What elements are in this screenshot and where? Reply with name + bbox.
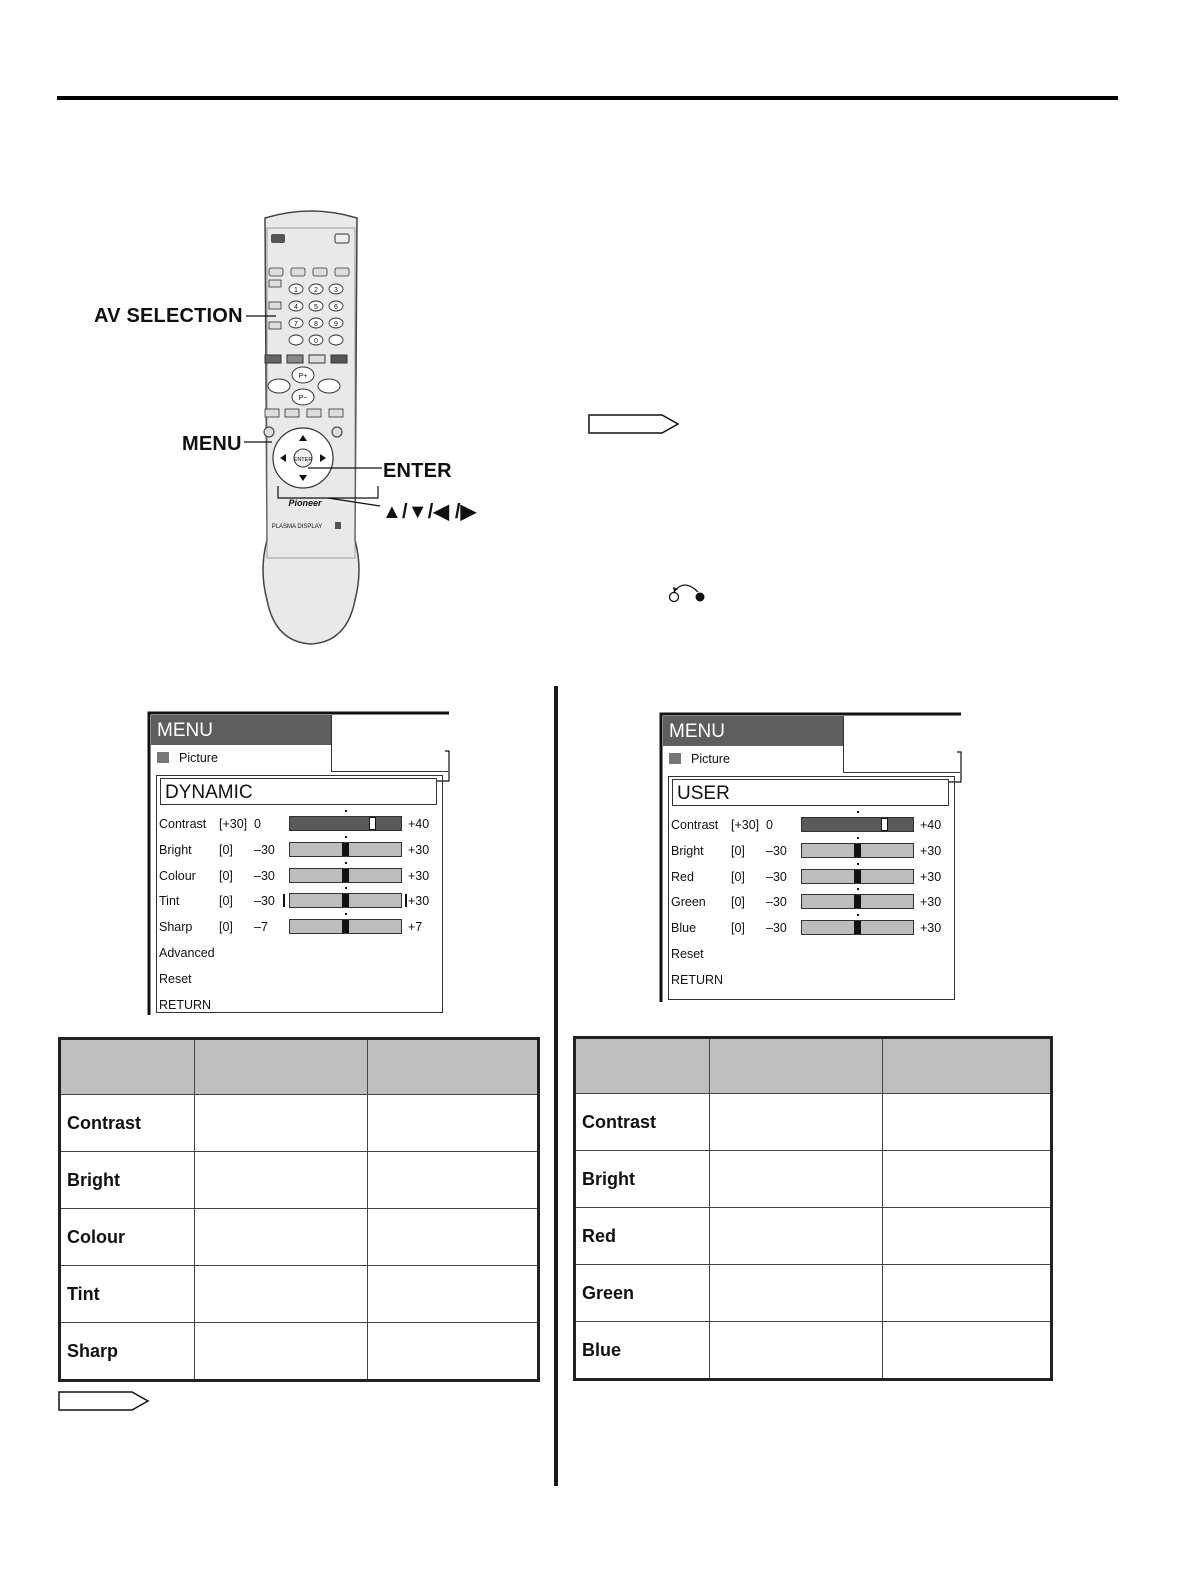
- osd-row-label: Green: [671, 895, 706, 910]
- osd-row-blue[interactable]: [671, 919, 951, 937]
- osd-row-label: Sharp: [159, 920, 193, 935]
- table-cell: [368, 1152, 539, 1209]
- osd-left-corner: [331, 715, 448, 772]
- table-cell: [368, 1323, 539, 1381]
- osd-right-title: MENU: [663, 716, 843, 746]
- table-left-header-cell: [60, 1039, 195, 1095]
- return-icon: [668, 580, 708, 604]
- osd-row-max: +30: [920, 895, 942, 910]
- osd-row-tint[interactable]: [159, 892, 439, 910]
- table-cell: [710, 1094, 883, 1151]
- table-row: [575, 1322, 1052, 1380]
- osd-slider-center-dot: [857, 811, 859, 813]
- table-cell: [195, 1266, 368, 1323]
- svg-text:9: 9: [334, 321, 338, 328]
- table-cell: [710, 1322, 883, 1380]
- osd-row-value: [0]: [219, 894, 233, 909]
- table-row: [60, 1152, 539, 1209]
- osd-row-max: +30: [408, 868, 430, 883]
- table-cell: [883, 1151, 1052, 1208]
- callout-menu: MENU: [182, 433, 242, 455]
- table-cell: [195, 1209, 368, 1266]
- osd-row-label: Colour: [159, 868, 196, 883]
- table-row-label: Red: [575, 1208, 710, 1265]
- table-cell: [883, 1265, 1052, 1322]
- osd-row-min: –30: [766, 869, 787, 884]
- osd-row-red[interactable]: [671, 868, 951, 886]
- osd-slider[interactable]: [289, 919, 402, 934]
- osd-row-max: +40: [920, 818, 942, 832]
- osd-slider-center-dot: [345, 862, 347, 864]
- osd-row-value: [0]: [731, 869, 745, 884]
- table-row-label: Sharp: [60, 1323, 195, 1381]
- table-row-label: Contrast: [60, 1095, 195, 1152]
- table-cell: [195, 1152, 368, 1209]
- osd-slider-thumb[interactable]: [854, 870, 861, 883]
- osd-right: [661, 714, 961, 1002]
- osd-row-value: [0]: [219, 842, 233, 857]
- osd-row-min: –30: [254, 868, 275, 883]
- table-row-label: Green: [575, 1265, 710, 1322]
- svg-text:8: 8: [314, 321, 318, 328]
- osd-row-max: +30: [920, 921, 942, 936]
- svg-text:Pioneer: Pioneer: [288, 498, 322, 508]
- osd-row-bright[interactable]: [671, 842, 951, 860]
- table-right-header-cell: [575, 1038, 710, 1094]
- osd-slider[interactable]: [801, 817, 914, 832]
- osd-right-submenu: [669, 752, 730, 766]
- tint-marker: [405, 894, 407, 907]
- svg-text:7: 7: [294, 321, 298, 328]
- osd-row-label: Bright: [671, 843, 704, 858]
- table-row: [575, 1208, 1052, 1265]
- table-row: [60, 1209, 539, 1266]
- osd-row-sharp[interactable]: [159, 918, 439, 936]
- osd-row-min: –30: [254, 894, 275, 909]
- osd-row-min: 0: [766, 818, 773, 832]
- osd-slider-thumb[interactable]: [342, 894, 349, 907]
- table-cell: [710, 1265, 883, 1322]
- osd-slider-center-dot: [345, 887, 347, 889]
- osd-item-label: Reset: [671, 947, 704, 961]
- table-right-header-cell: [710, 1038, 883, 1094]
- table-cell: [883, 1208, 1052, 1265]
- svg-text:6: 6: [334, 304, 338, 311]
- osd-slider[interactable]: [289, 816, 402, 831]
- osd-slider-thumb[interactable]: [854, 844, 861, 857]
- svg-text:1: 1: [294, 287, 298, 294]
- osd-row-max: +30: [920, 869, 942, 884]
- table-row: [60, 1323, 539, 1381]
- table-row: [575, 1265, 1052, 1322]
- osd-slider[interactable]: [801, 869, 914, 884]
- osd-slider[interactable]: [289, 868, 402, 883]
- osd-slider-thumb[interactable]: [854, 895, 861, 908]
- table-right-header-cell: [883, 1038, 1052, 1094]
- callout-arrows: ▲/▼/◀ /▶: [382, 501, 477, 523]
- osd-slider-thumb[interactable]: [881, 818, 888, 831]
- table-row-label: Blue: [575, 1322, 710, 1380]
- osd-slider[interactable]: [801, 920, 914, 935]
- svg-text:P+: P+: [298, 373, 308, 380]
- osd-row-max: +30: [408, 842, 430, 857]
- osd-slider[interactable]: [801, 843, 914, 858]
- osd-slider-center-dot: [857, 837, 859, 839]
- osd-slider-center-dot: [857, 888, 859, 890]
- osd-left-title: MENU: [151, 715, 331, 745]
- table-row-label: Bright: [575, 1151, 710, 1208]
- osd-slider-thumb[interactable]: [342, 920, 349, 933]
- tint-marker: [283, 894, 285, 907]
- table-cell: [883, 1094, 1052, 1151]
- picture-icon: [157, 752, 169, 763]
- osd-row-value: [0]: [219, 868, 233, 883]
- osd-slider[interactable]: [289, 893, 402, 908]
- osd-left-submenu: [157, 751, 218, 765]
- table-row: [575, 1094, 1052, 1151]
- remote-control-illustration: [255, 210, 367, 646]
- osd-slider-center-dot: [345, 913, 347, 915]
- picture-icon: [669, 753, 681, 764]
- column-divider: [554, 686, 558, 1486]
- osd-row-min: –30: [766, 895, 787, 910]
- osd-row-label: Contrast: [159, 817, 207, 831]
- osd-row-value: [0]: [731, 895, 745, 910]
- osd-slider-center-dot: [857, 914, 859, 916]
- table-cell: [368, 1209, 539, 1266]
- osd-row-max: +30: [920, 843, 942, 858]
- table-row-label: Tint: [60, 1266, 195, 1323]
- svg-text:5: 5: [314, 304, 318, 311]
- osd-row-value: [+30]: [219, 817, 248, 831]
- osd-slider-thumb[interactable]: [342, 869, 349, 882]
- table-cell: [195, 1095, 368, 1152]
- osd-row-min: 0: [254, 817, 261, 831]
- osd-row-label: Contrast: [671, 818, 719, 832]
- svg-text:0: 0: [314, 338, 318, 345]
- svg-text:PLASMA DISPLAY: PLASMA DISPLAY: [271, 524, 323, 530]
- svg-text:2: 2: [314, 287, 318, 294]
- osd-left-mode[interactable]: DYNAMIC: [160, 778, 437, 805]
- osd-slider[interactable]: [289, 842, 402, 857]
- osd-row-max: +7: [408, 920, 423, 935]
- osd-row-min: –30: [766, 921, 787, 936]
- osd-left-submenu-label: Picture: [179, 751, 218, 765]
- osd-right-submenu-label: Picture: [691, 752, 730, 766]
- osd-row-value: [0]: [731, 921, 745, 936]
- osd-row-label: Bright: [159, 842, 192, 857]
- table-cell: [368, 1095, 539, 1152]
- svg-text:4: 4: [294, 304, 298, 311]
- table-right: [573, 1036, 1053, 1381]
- osd-row-label: Tint: [159, 894, 180, 909]
- osd-row-value: [0]: [731, 843, 745, 858]
- table-left-header: [60, 1039, 539, 1095]
- osd-row-label: Red: [671, 869, 694, 884]
- osd-row-green[interactable]: [671, 893, 951, 911]
- osd-row-min: –30: [254, 842, 275, 857]
- osd-row-max: +40: [408, 817, 430, 831]
- svg-text:P−: P−: [298, 395, 308, 402]
- table-row: [575, 1151, 1052, 1208]
- table-cell: [195, 1323, 368, 1381]
- table-row-label: Contrast: [575, 1094, 710, 1151]
- table-row-label: Colour: [60, 1209, 195, 1266]
- osd-slider-thumb[interactable]: [369, 817, 376, 830]
- osd-right-panel: [668, 776, 955, 1000]
- table-cell: [883, 1322, 1052, 1380]
- callout-av-selection: AV SELECTION: [94, 305, 243, 327]
- callout-line-enter: [308, 466, 382, 470]
- table-right-header: [575, 1038, 1052, 1094]
- osd-left: [149, 713, 449, 1015]
- callout-bracket-arrows: [276, 486, 382, 510]
- osd-right-mode[interactable]: USER: [672, 779, 949, 806]
- table-left: [58, 1037, 540, 1382]
- osd-row-contrast[interactable]: [159, 815, 439, 833]
- table-left-header-cell: [368, 1039, 539, 1095]
- osd-item-label: RETURN: [159, 997, 212, 1012]
- table-cell: [710, 1208, 883, 1265]
- osd-slider[interactable]: [801, 894, 914, 909]
- table-row: [60, 1266, 539, 1323]
- header-rule: [57, 96, 1118, 100]
- note-arrow-icon: [588, 414, 680, 434]
- table-cell: [368, 1266, 539, 1323]
- osd-row-value: [+30]: [731, 818, 760, 832]
- osd-slider-center-dot: [345, 836, 347, 838]
- table-left-header-cell: [195, 1039, 368, 1095]
- osd-item-label: Reset: [159, 971, 192, 986]
- table-row: [60, 1095, 539, 1152]
- osd-row-bright[interactable]: [159, 841, 439, 859]
- osd-row-min: –30: [766, 843, 787, 858]
- osd-slider-thumb[interactable]: [854, 921, 861, 934]
- osd-row-contrast[interactable]: [671, 816, 951, 834]
- osd-row-max: +30: [408, 894, 430, 909]
- osd-right-corner: [843, 716, 960, 773]
- osd-row-label: Blue: [671, 921, 697, 936]
- osd-row-colour[interactable]: [159, 867, 439, 885]
- osd-item-label: Advanced: [159, 946, 215, 960]
- callout-line-menu: [244, 440, 272, 444]
- table-row-label: Bright: [60, 1152, 195, 1209]
- osd-row-value: [0]: [219, 920, 233, 935]
- osd-item-label: RETURN: [671, 972, 724, 987]
- table-cell: [710, 1151, 883, 1208]
- osd-row-min: –7: [254, 920, 268, 935]
- callout-enter: ENTER: [383, 460, 452, 482]
- note-arrow-icon: [58, 1391, 150, 1411]
- callout-line-av: [246, 314, 276, 318]
- osd-slider-center-dot: [857, 863, 859, 865]
- svg-text:3: 3: [334, 287, 338, 294]
- osd-slider-center-dot: [345, 810, 347, 812]
- svg-text:ENTER: ENTER: [293, 457, 313, 463]
- osd-slider-thumb[interactable]: [342, 843, 349, 856]
